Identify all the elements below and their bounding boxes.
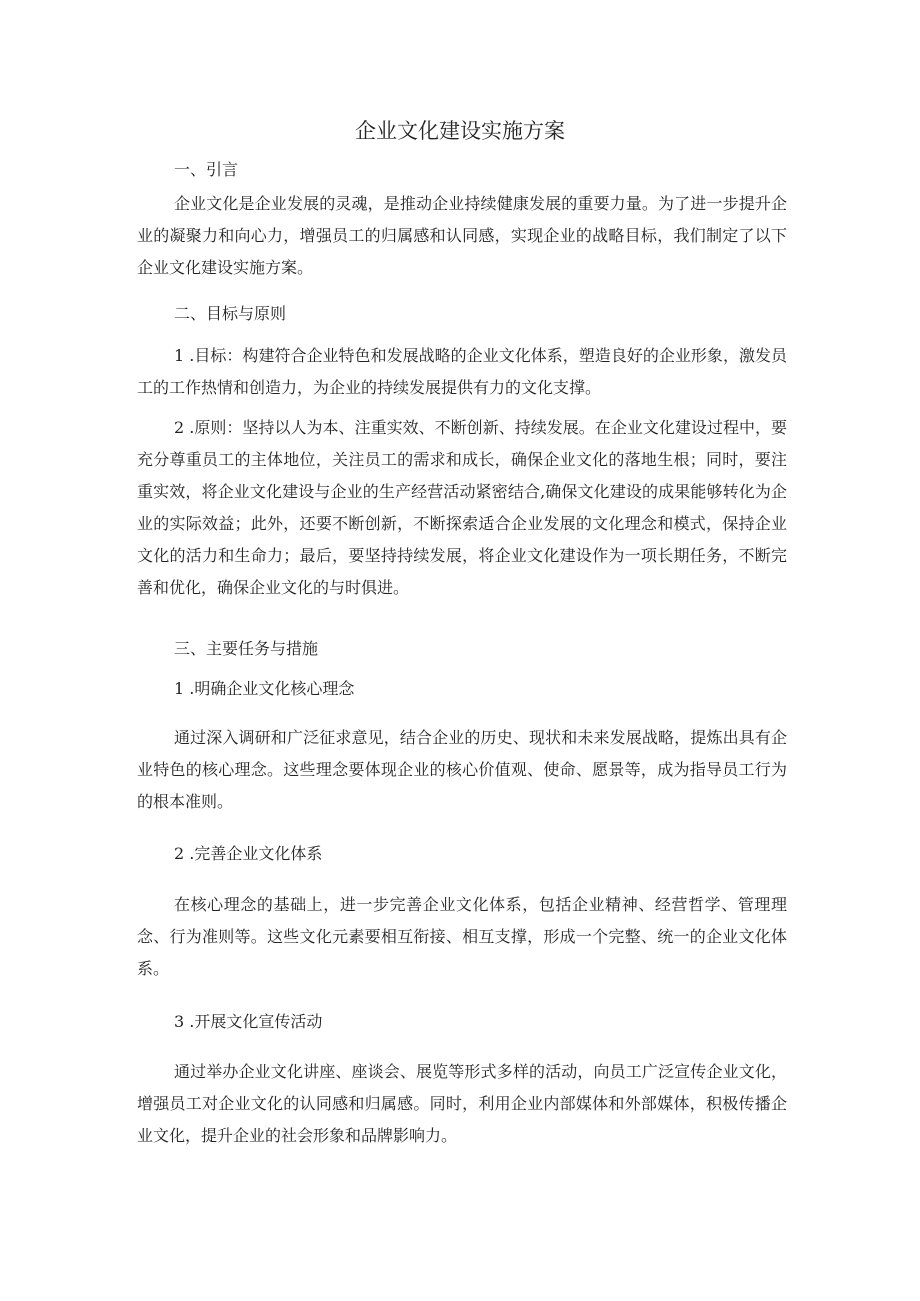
section-heading-goals-principles: 二、目标与原则 (174, 304, 287, 323)
document-title: 企业文化建设实施方案 (355, 119, 565, 143)
introduction-paragraph: 企业文化是企业发展的灵魂，是推动企业持续健康发展的重要力量。为了进一步提升企业的凝聚力和向心力，增强员工的归属感和认同感，实现企业的战略目标，我们制定了以下企业文化建设实施方案。 (137, 194, 787, 277)
subsection-heading-core-concept: 1 .明确企业文化核心理念 (174, 679, 355, 698)
publicity-activities-paragraph: 通过举办企业文化讲座、座谈会、展览等形式多样的活动，向员工广泛宣传企业文化，增强员工对企业文化的认同感和归属感。同时，利用企业内部媒体和外部媒体，积极传播企业文化，提升企业的社会形象和品牌影响力。 (137, 1062, 787, 1145)
section-heading-introduction: 一、引言 (174, 160, 239, 179)
core-concept-paragraph: 通过深入调研和广泛征求意见，结合企业的历史、现状和未来发展战略，提炼出具有企业特色的核心理念。这些理念要体现企业的核心价值观、使命、愿景等，成为指导员工行为的根本准则。 (137, 728, 787, 811)
principle-item-paragraph: 2 .原则：坚持以人为本、注重实效、不断创新、持续发展。在企业文化建设过程中，要充分尊重员工的主体地位，关注员工的需求和成长，确保企业文化的落地生根；同时，要注重实效，将企业文化建设与企业的生产经营活动紧密结合,确保文化建设的成果能够转化为企业的实际效益；此外，还要不断创新，不断探索适合企业发展的文化理念和模式，保持企业文化的活力和生命力；最后，要坚持持续发展，将企业文化建设作为一项长期任务，不断完善和优化，确保企业文化的与时俱进。 (137, 418, 787, 597)
subsection-heading-culture-system: 2 .完善企业文化体系 (174, 844, 323, 863)
section-heading-tasks-measures: 三、主要任务与措施 (174, 639, 319, 658)
goal-item-paragraph: 1 .目标：构建符合企业特色和发展战略的企业文化体系，塑造良好的企业形象，激发员工的工作热情和创造力，为企业的持续发展提供有力的文化支撑。 (137, 346, 787, 397)
culture-system-paragraph: 在核心理念的基础上，进一步完善企业文化体系，包括企业精神、经营哲学、管理理念、行为准则等。这些文化元素要相互衔接、相互支撑，形成一个完整、统一的企业文化体系。 (137, 895, 787, 978)
subsection-heading-publicity-activities: 3 .开展文化宣传活动 (174, 1012, 323, 1031)
